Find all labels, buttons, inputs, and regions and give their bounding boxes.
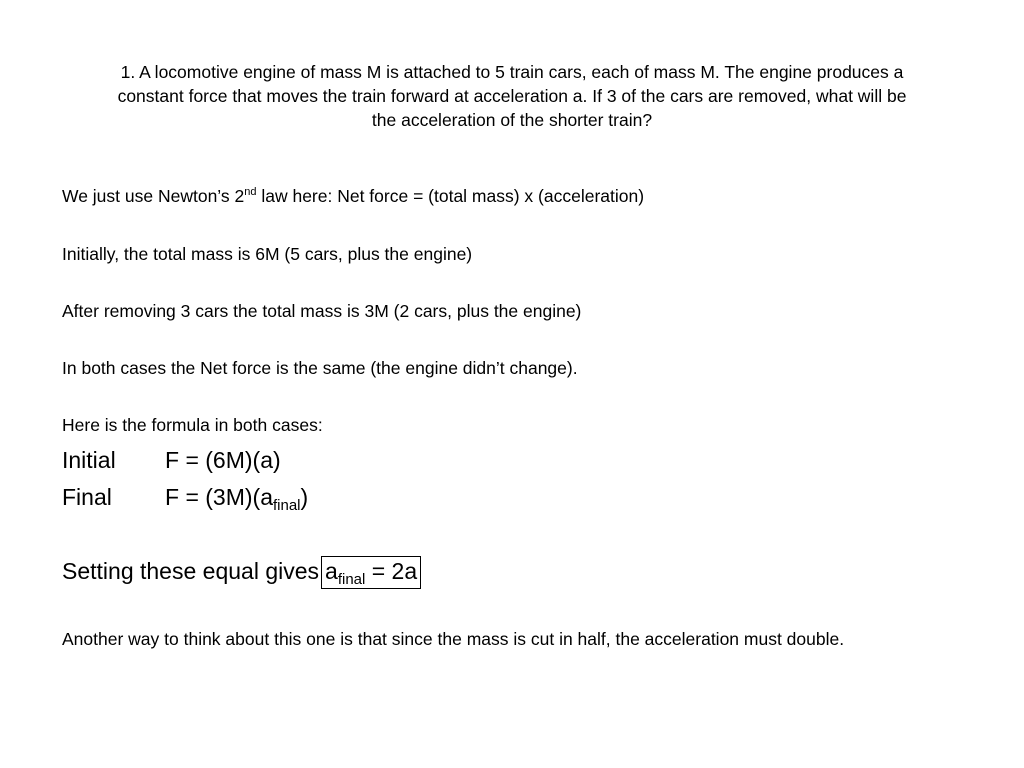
result-equation: = 2a (365, 558, 418, 584)
final-equation-suffix: ) (300, 484, 309, 510)
final-label: Final (62, 484, 112, 510)
newton-suffix: law here: Net force = (total mass) x (acceleration) (256, 186, 645, 206)
problem-statement (54, 60, 970, 132)
newton-superscript: nd (244, 186, 257, 198)
initial-label: Initial (62, 447, 116, 473)
initial-mass-line: Initially, the total mass is 6M (5 cars, plus the engine) (62, 244, 473, 264)
newton-law-line (62, 184, 644, 208)
initial-equation: F = (6M)(a) (165, 447, 281, 473)
result-box (321, 556, 421, 589)
initial-formula-row (62, 445, 281, 475)
final-equation-subscript: final (272, 497, 301, 514)
result-subscript: final (337, 571, 366, 588)
newton-prefix: We just use Newton’s 2 (62, 186, 245, 206)
result-variable: a (325, 558, 338, 584)
problem-line-1: 1. A locomotive engine of mass M is attached to 5 train cars, each of mass M. The engine produces a (120, 62, 904, 82)
final-formula-row (62, 482, 308, 512)
after-mass-line: After removing 3 cars the total mass is 3M (2 cars, plus the engine) (62, 301, 582, 321)
final-equation-prefix: F = (3M)(a (165, 484, 273, 510)
conclusion-line: Another way to think about this one is that since the mass is cut in half, the acceleration must double. (62, 629, 845, 649)
problem-line-2: constant force that moves the train forward at acceleration a. If 3 of the cars are removed, what will be (117, 86, 907, 106)
net-force-line: In both cases the Net force is the same (the engine didn’t change). (62, 358, 578, 378)
problem-line-3: the acceleration of the shorter train? (371, 110, 653, 130)
formula-intro-line: Here is the formula in both cases: (62, 415, 323, 435)
result-prefix: Setting these equal gives (62, 558, 320, 584)
result-row (62, 556, 421, 589)
